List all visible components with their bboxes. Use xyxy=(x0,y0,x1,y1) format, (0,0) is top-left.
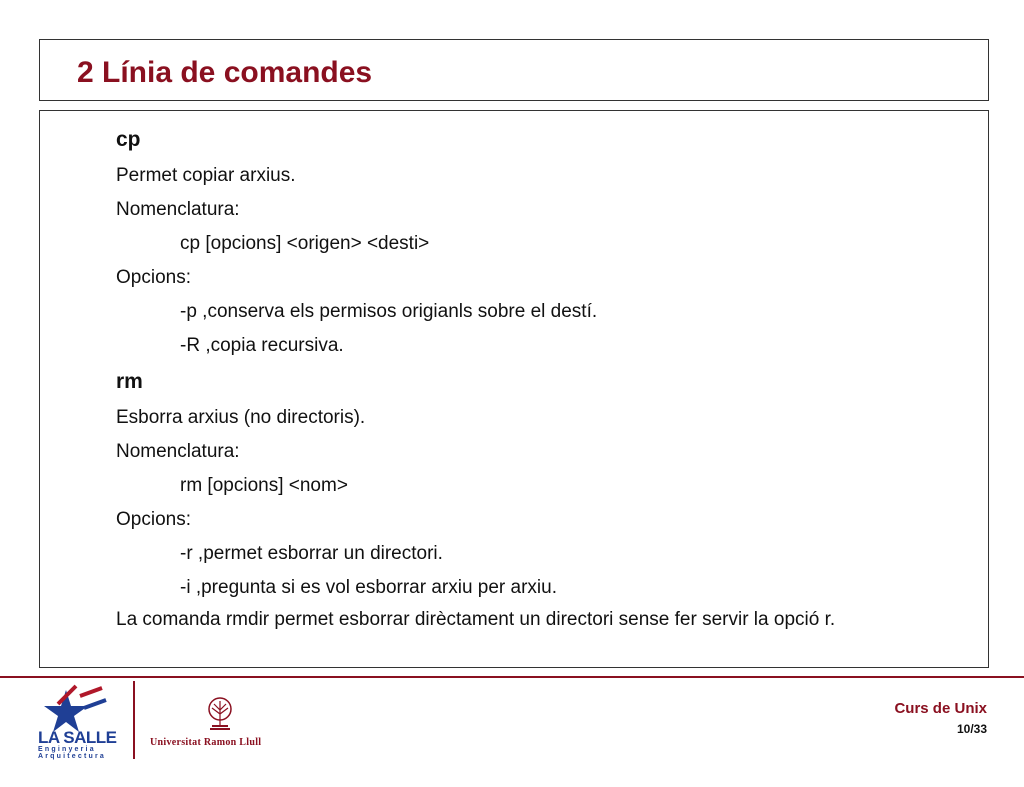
lasalle-subtitle-line2: Arquitectura xyxy=(38,753,107,760)
rm-description: Esborra arxius (no directoris). xyxy=(116,407,366,428)
cp-nomenclature-label: Nomenclatura: xyxy=(116,199,240,220)
slide-title: 2 Línia de comandes xyxy=(77,56,373,89)
cp-syntax: cp [opcions] <origen> <desti> xyxy=(180,233,430,254)
lasalle-subtitle-line1: Enginyeria xyxy=(38,746,96,753)
rm-syntax: rm [opcions] <nom> xyxy=(180,475,348,496)
rmdir-note: La comanda rmdir permet esborrar dirèctament un directori sense fer servir la opció r. xyxy=(116,609,836,630)
university-tree-icon xyxy=(200,696,240,732)
title-box xyxy=(39,39,989,101)
cp-description: Permet copiar arxius. xyxy=(116,165,296,186)
footer-vertical-divider xyxy=(133,681,135,759)
lasalle-logo-text: LA SALLE xyxy=(38,728,117,747)
cp-heading: cp xyxy=(116,128,141,151)
footer-divider xyxy=(0,676,1024,678)
rm-option-i: -i ,pregunta si es vol esborrar arxiu per arxiu. xyxy=(180,577,557,598)
rm-nomenclature-label: Nomenclatura: xyxy=(116,441,240,462)
rm-options-label: Opcions: xyxy=(116,509,191,530)
cp-options-label: Opcions: xyxy=(116,267,191,288)
cp-option-r: -R ,copia recursiva. xyxy=(180,335,344,356)
rm-heading: rm xyxy=(116,370,143,393)
lasalle-logo-subtitle xyxy=(38,746,106,760)
content-box xyxy=(39,110,989,668)
page-number: 10/33 xyxy=(956,722,987,736)
course-title: Curs de Unix xyxy=(894,700,987,717)
rm-option-r: -r ,permet esborrar un directori. xyxy=(180,543,443,564)
cp-option-p: -p ,conserva els permisos origianls sobre el destí. xyxy=(180,301,598,322)
university-name: Universitat Ramon Llull xyxy=(150,737,262,748)
